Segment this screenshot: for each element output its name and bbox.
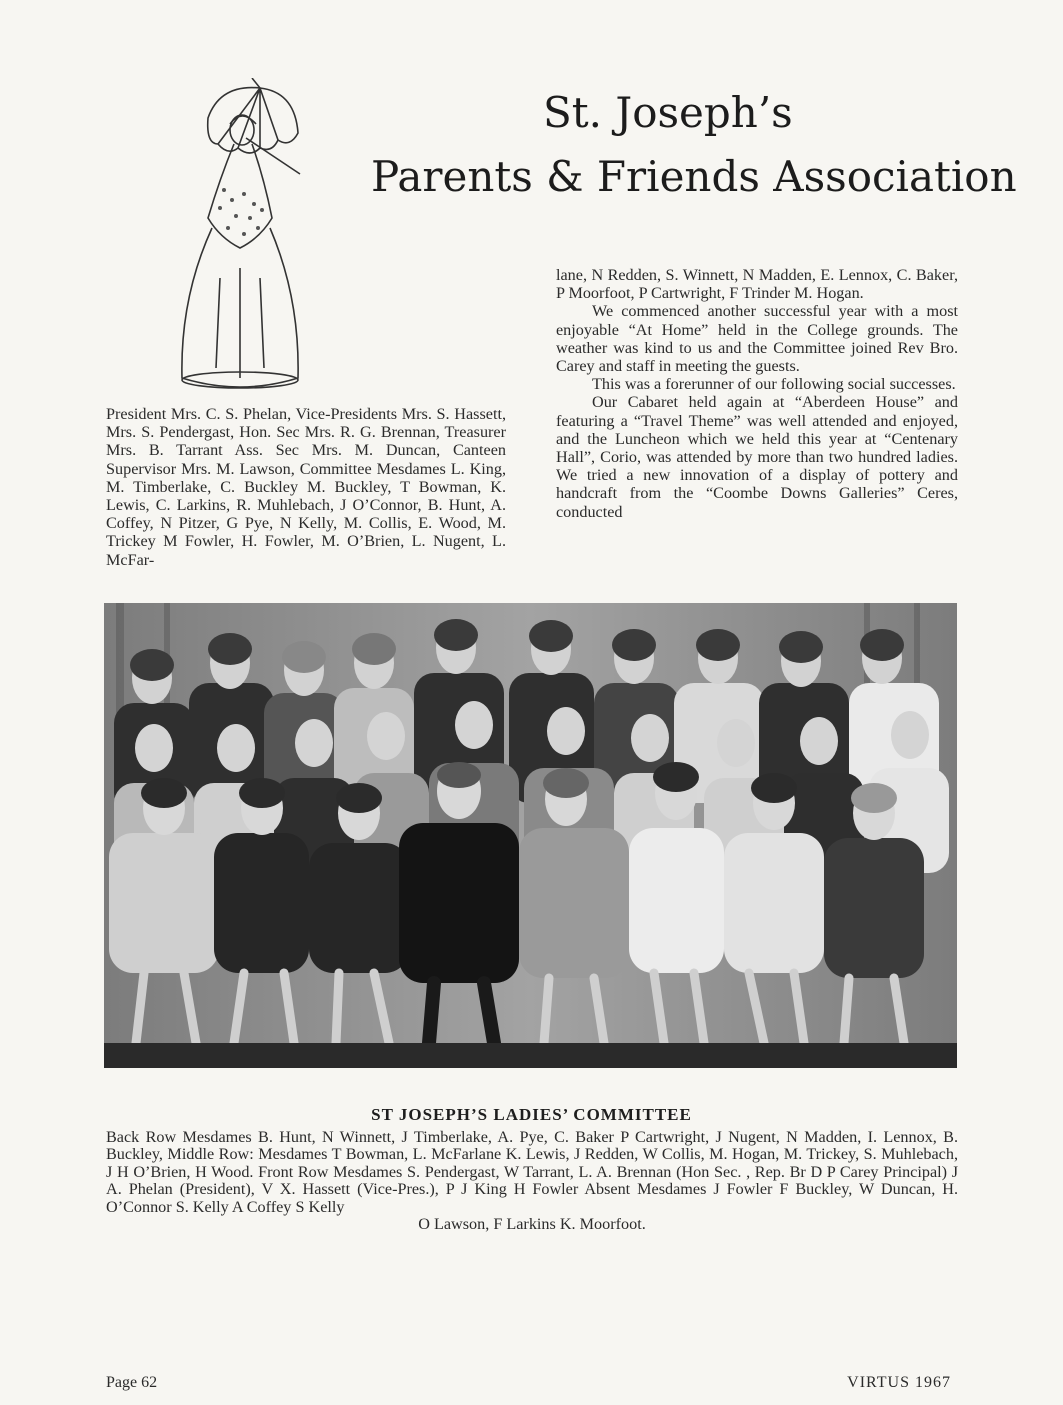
publication-name: VIRTUS 1967 — [847, 1374, 951, 1391]
caption-last-line: O Lawson, F Larkins K. Moorfoot. — [418, 1215, 646, 1234]
page-number: Page 62 — [106, 1374, 158, 1391]
article-paragraph-3: This was a forerunner of our following social successes. — [592, 375, 956, 394]
officers-list — [106, 405, 506, 569]
article-paragraph-4: Our Cabaret held again at “Aberdeen House” and featuring a “Travel Theme” was well attended and enjoyed, and the Luncheon which we held this year at “Centenary Hall”, Corio, was attended by more than two hundred ladies. We tried a new innovation of a display of pottery and handcraft from the “Coombe Downs Galleries” Ceres, conducted — [556, 393, 958, 521]
page-title-line-2: Parents & Friends Association — [371, 152, 1017, 201]
photo-caption — [106, 1129, 958, 1233]
lady-with-parasol-icon — [160, 78, 320, 398]
article-column — [556, 266, 958, 521]
group-photograph — [104, 603, 957, 1068]
caption-title: ST JOSEPH’S LADIES’ COMMITTEE — [371, 1105, 692, 1124]
page-title-line-1: St. Joseph’s — [543, 88, 793, 137]
article-paragraph-2: We commenced another successful year with a most enjoyable “At Home” held in the College grounds. The weather was kind to us and the Committee joined Rev Bro. Carey and staff in meeting the guests. — [556, 302, 958, 376]
caption-body: Back Row Mesdames B. Hunt, N Winnett, J Timberlake, A. Pye, C. Baker P Cartwright, J Nugent, N Madden, I. Lennox, B. Buckley, Middle Row: Mesdames T Bowman, L. McFarlane K. Lewis, J Redden, W Collis, M. Hogan, M. Trickey, S. Muhlebach, J H O’Brien, H Wood. Front Row Mesdames S. Pendergast, W Tarrant, L. A. Brennan (Hon Sec. , Rep. Br D P Carey Principal) J A. Phelan (President), V X. Hassett (Vice-Pres.), P J King H Fowler Absent Mesdames J Fowler F Buckley, W Duncan, H. O’Connor S. Kelly A Coffey S Kelly — [106, 1128, 958, 1216]
article-paragraph-1: lane, N Redden, S. Winnett, N Madden, E. Lennox, C. Baker, P Moorfoot, P Cartwright, F Trinder M. Hogan. — [556, 266, 958, 303]
officers-paragraph: President Mrs. C. S. Phelan, Vice-Presidents Mrs. S. Hassett, Mrs. S. Pendergast, Hon. Sec Mrs. R. G. Brennan, Treasurer Mrs. B. Tarrant Ass. Sec Mrs. M. Duncan, Canteen Supervisor Mrs. M. Lawson, Committee Mesdames L. King, M. Timberlake, C. Buckley M. Buckley, T Bowman, K. Lewis, C. Larkins, R. Muhlebach, J O’Connor, B. Hunt, A. Coffey, N Pitzer, G Pye, N Kelly, M. Collis, E. Wood, M. Trickey M Fowler, H. Fowler, M. O’Brien, L. Nugent, L. McFar- — [106, 405, 506, 569]
